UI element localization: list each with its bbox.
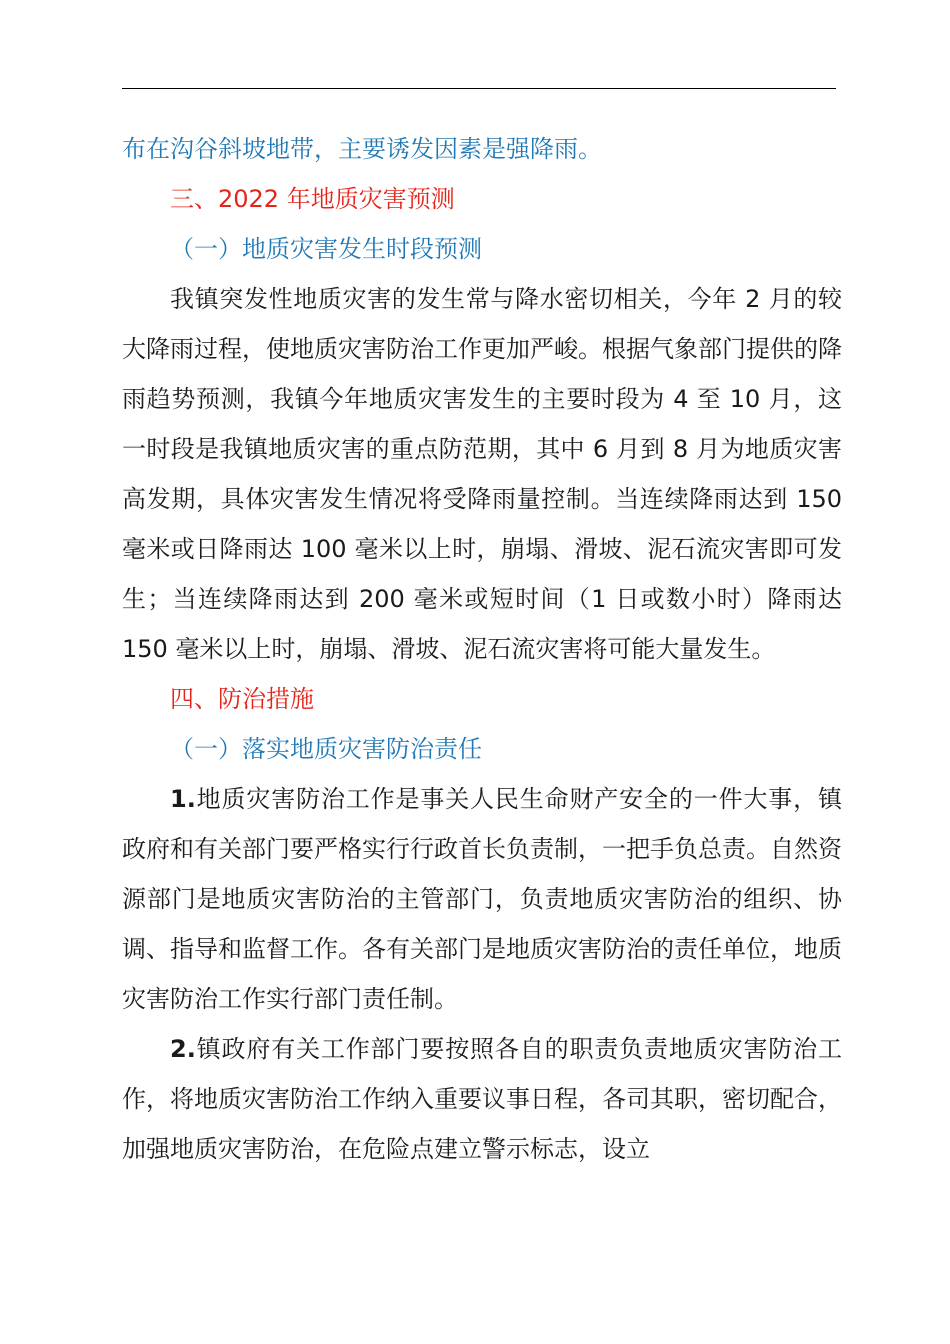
- paragraph-time-forecast: 我镇突发性地质灾害的发生常与降水密切相关，今年 2 月的较大降雨过程，使地质灾害防治工作更加严峻。根据气象部门提供的降雨趋势预测，我镇今年地质灾害发生的主要时段为 4 至 10 月，这一时段是我镇地质灾害的重点防范期，其中 6 月到 8 月为地质灾害高发期，具体灾害发生情况将受降雨量控制。当连续降雨达到 150 毫米或日降雨达 100 毫米以上时，崩塌、滑坡、泥石流灾害即可发生；当连续降雨达到 200 毫米或短时间（1 日或数小时）降雨达 150 毫米以上时，崩塌、滑坡、泥石流灾害将可能大量发生。: [122, 285, 842, 663]
- subsection-heading-responsibility: （一）落实地质灾害防治责任: [170, 735, 482, 763]
- paragraph-text: 地质灾害防治工作是事关人民生命财产安全的一件大事，镇政府和有关部门要严格实行行政首长负责制，一把手负总责。自然资源部门是地质灾害防治的主管部门，负责地质灾害防治的组织、协调、指导和监督工作。各有关部门是地质灾害防治的责任单位，地质灾害防治工作实行部门责任制。: [122, 785, 842, 1013]
- paragraph-number: 2.: [170, 1035, 196, 1063]
- document-body: [122, 124, 842, 1174]
- paragraph-number: 1.: [170, 785, 196, 813]
- paragraph-text: 镇政府有关工作部门要按照各自的职责负责地质灾害防治工作，将地质灾害防治工作纳入重要议事日程，各司其职，密切配合，加强地质灾害防治，在危险点建立警示标志，设立: [122, 1035, 842, 1163]
- paragraph-continuation: 布在沟谷斜坡地带，主要诱发因素是强降雨。: [122, 135, 602, 163]
- section-heading-measures: 四、防治措施: [170, 685, 314, 713]
- numbered-paragraph-1: [122, 774, 842, 1024]
- header-rule: [122, 88, 836, 89]
- section-heading-forecast: 三、2022 年地质灾害预测: [170, 185, 455, 213]
- numbered-paragraph-2: [122, 1024, 842, 1174]
- subsection-heading-time-forecast: （一）地质灾害发生时段预测: [170, 235, 482, 263]
